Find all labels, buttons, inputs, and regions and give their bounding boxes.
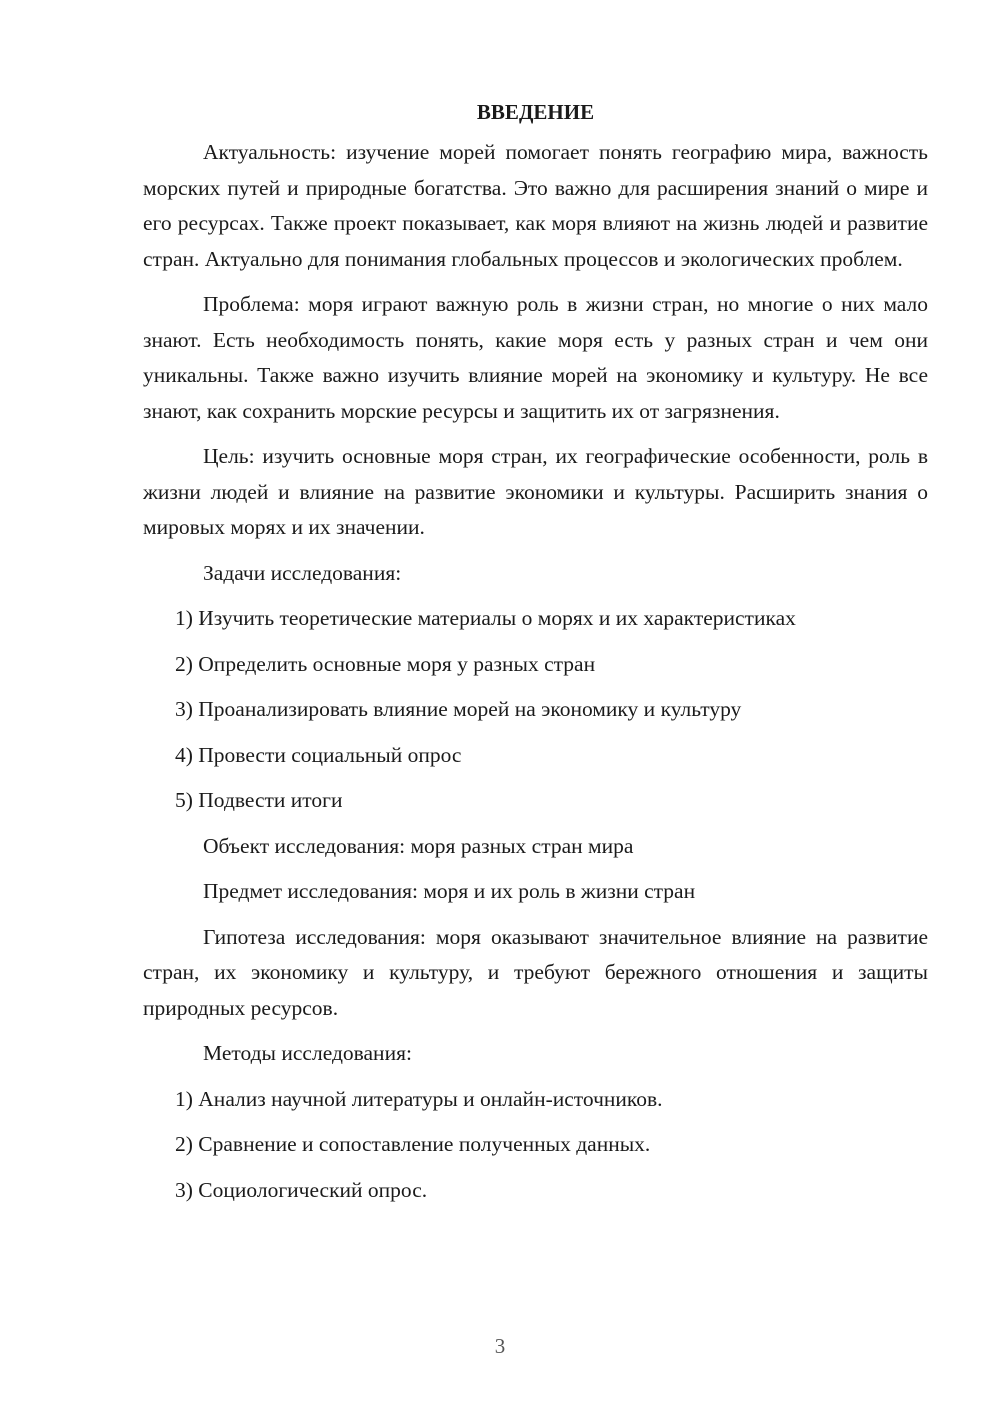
task-item: 4) Провести социальный опрос (175, 742, 462, 767)
problem-paragraph: Проблема: моря играют важную роль в жизни стран, но многие о них мало знают. Есть необходимость понять, какие моря есть у разных стран и чем они уникальны. Также важно изучить влияние морей на экономику и культуру. Не все знают, как сохранить морские ресурсы и защитить их от загрязнения. (143, 292, 928, 423)
tasks-heading: Задачи исследования: (203, 560, 402, 585)
page-content (143, 95, 928, 1218)
method-item: 1) Анализ научной литературы и онлайн-источников. (175, 1086, 663, 1111)
method-item: 3) Социологический опрос. (175, 1177, 428, 1202)
task-item: 2) Определить основные моря у разных стран (175, 651, 596, 676)
task-item: 5) Подвести итоги (175, 788, 343, 812)
goal-paragraph: Цель: изучить основные моря стран, их географические особенности, роль в жизни людей и влияние на развитие экономики и культуры. Расширить знания о мировых морях и их значении. (143, 444, 928, 539)
page-title: ВВЕДЕНИЕ (476, 100, 595, 124)
task-item: 3) Проанализировать влияние морей на экономику и культуру (175, 697, 742, 721)
relevance-paragraph: Актуальность: изучение морей помогает понять географию мира, важность морских путей и природные богатства. Это важно для расширения знаний о мире и его ресурсах. Также проект показывает, как моря влияют на жизнь людей и развитие стран. Актуально для понимания глобальных процессов и экологических проблем. (143, 140, 928, 271)
research-subject: Предмет исследования: моря и их роль в жизни стран (203, 879, 696, 903)
page-number: 3 (494, 1334, 506, 1358)
task-item: 1) Изучить теоретические материалы о морях и их характеристиках (175, 606, 796, 630)
method-item: 2) Сравнение и сопоставление полученных данных. (175, 1132, 651, 1156)
hypothesis-paragraph: Гипотеза исследования: моря оказывают значительное влияние на развитие стран, их экономику и культуру, и требуют бережного отношения и защиты природных ресурсов. (143, 924, 928, 1020)
methods-heading: Методы исследования: (203, 1041, 412, 1065)
research-object: Объект исследования: моря разных стран мира (203, 833, 634, 858)
